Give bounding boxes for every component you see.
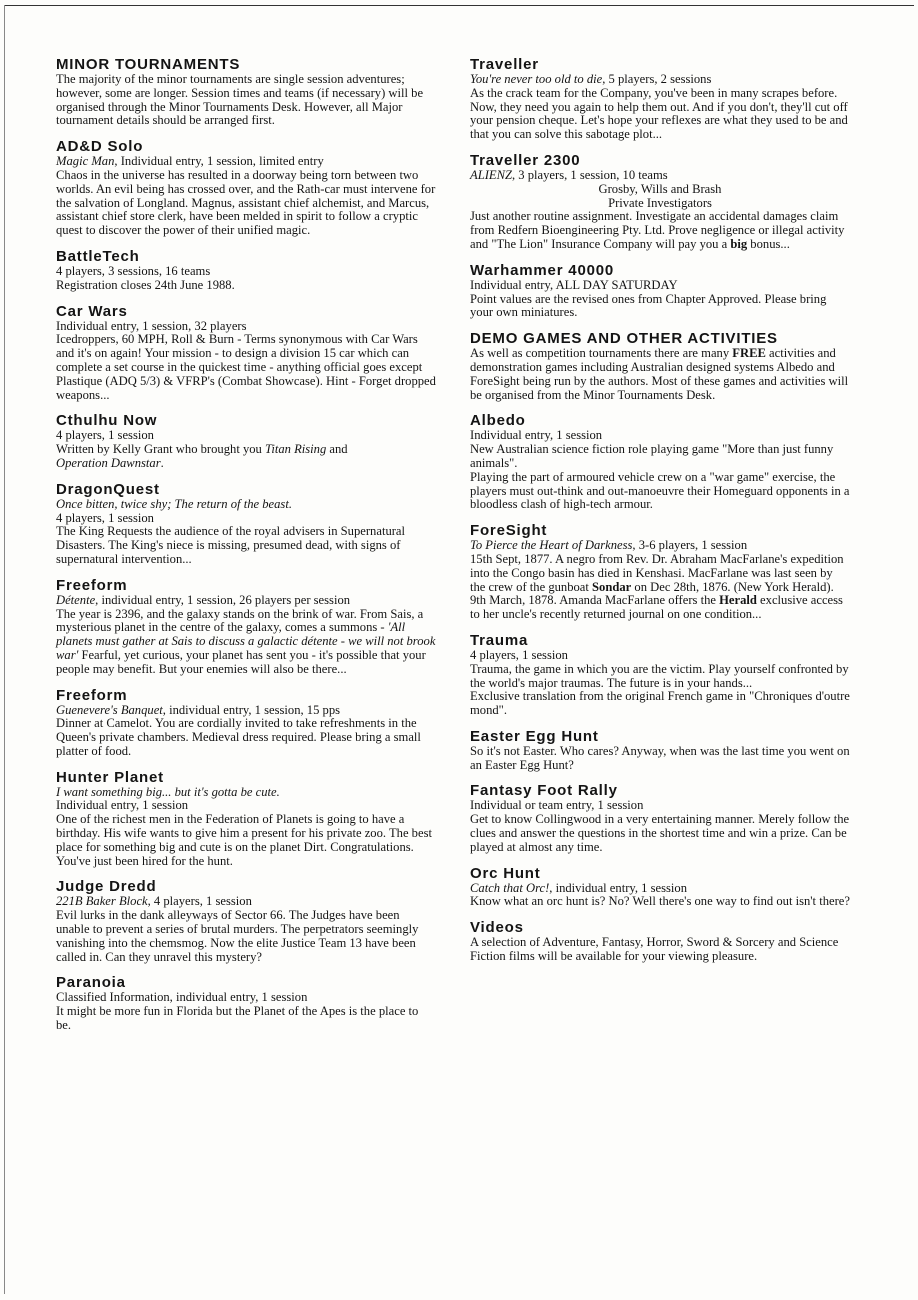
line-text: Evil lurks in the dank alleyways of Sector 66. The Judges have been unable to prevent a series of brutal murders. The perpetrators seemingly vanishing into the chemsmog. Now the elite Justice Team 13 have been called in. Can they unravel this mystery?: [56, 908, 419, 964]
section-line: [470, 649, 850, 663]
section-freeform: [56, 577, 436, 677]
section-heading: Freeform: [56, 686, 128, 704]
line-text: Individual entry, 1 session, 32 players: [56, 318, 247, 333]
line-text: .: [160, 455, 164, 470]
left-column: [56, 56, 436, 1043]
section-heading: Videos: [470, 919, 524, 937]
section-heading: Fantasy Foot Rally: [470, 782, 618, 800]
right-column: [470, 56, 850, 974]
section-line: [56, 443, 436, 457]
section-trauma: [470, 632, 850, 718]
line-text: 4 players, 1 session: [56, 510, 154, 525]
line-text: One of the richest men in the Federation of Planets is going to have a birthday. His wife wants to give him a present for his private zoo. The best place for something big and cute is on the planet Dirt. Congratulations. You've just been hired for the hunt.: [56, 812, 432, 868]
line-text: , 5 players, 2 sessions: [602, 72, 712, 86]
section-warhammer-40000: [470, 262, 850, 320]
line-text: Trauma, the game in which you are the victim. Play yourself confronted by the world's major traumas. The future is in your hands...: [470, 661, 849, 690]
section-line: [470, 936, 850, 964]
section-line: [470, 197, 850, 211]
section-heading: Traveller: [470, 56, 539, 73]
section-line: [56, 525, 436, 566]
line-text: and: [326, 442, 348, 457]
section-line: [470, 539, 850, 553]
section-line: [56, 73, 436, 128]
section-line: [470, 895, 850, 909]
section-line: [470, 429, 850, 443]
line-text: Individual entry, 1 session: [56, 798, 189, 813]
section-hunter-planet: [56, 769, 436, 869]
italic-title: Détente: [56, 592, 96, 607]
line-text: on Dec 28th, 1876. (New York Herald).: [631, 579, 834, 594]
line-text: , individual entry, 1 session: [549, 880, 687, 895]
section-heading: Orc Hunt: [470, 864, 541, 882]
line-text: The year is 2396, and the galaxy stands on the brink of war. From Sais, a mysterious planet in the centre of the galaxy, comes a summons -: [56, 606, 424, 635]
section-heading: DragonQuest: [56, 480, 160, 498]
section-line: [56, 799, 436, 813]
line-text: Icedroppers, 60 MPH, Roll & Burn - Terms synonymous with Car Wars and it's on again! Your mission - to design a division 15 car which can complete a set course in the quickest time - anything official goes except Plastique (ADQ 5/3) & VFRP's (Combat Showcase). Hint - Forget dropped weapons...: [56, 332, 436, 402]
line-text: Grosby, Wills and Brash: [598, 181, 722, 196]
section-heading: Warhammer 40000: [470, 261, 615, 279]
line-text: Playing the part of armoured vehicle crew on a "war game" exercise, the players must out-think and out-manoeuvre their Homeguard opponents in a bloodless clash of high-tech armour.: [470, 469, 850, 512]
section-heading: Traveller 2300: [470, 151, 581, 169]
section-heading: Freeform: [56, 576, 128, 594]
section-line: [470, 210, 850, 251]
section-line: [470, 813, 850, 854]
section-cthulhu-now: [56, 412, 436, 470]
line-text: A selection of Adventure, Fantasy, Horror, Sword & Sorcery and Science Fiction films will be available for your viewing pleasure.: [470, 935, 839, 964]
bold-text: Sondar: [592, 579, 632, 594]
line-text: bonus...: [747, 236, 790, 251]
section-line: [56, 320, 436, 334]
bold-text: big: [730, 236, 748, 251]
italic-text: Titan Rising: [265, 442, 327, 457]
section-heading: Easter Egg Hunt: [470, 727, 599, 745]
section-line: [470, 553, 850, 594]
section-traveller-2300: [470, 152, 850, 252]
section-line: [470, 690, 850, 718]
line-text: Know what an orc hunt is? No? Well there's one way to find out isn't there?: [470, 894, 850, 909]
section-traveller: [470, 56, 850, 142]
line-text: Dinner at Camelot. You are cordially invited to take refreshments in the Queen's private chambers. Medieval dress required. Please bring a small platter of food.: [56, 716, 421, 758]
line-text: 4 players, 3 sessions, 16 teams: [56, 263, 211, 278]
line-text: exclusive access to her uncle's recently returned journal on one condition...: [470, 593, 843, 622]
line-text: Individual entry, 1 session: [470, 428, 603, 443]
line-text: , individual entry, 1 session, 26 players per session: [95, 592, 351, 607]
section-foresight: [470, 522, 850, 622]
line-text: Classified Information, individual entry, 1 session: [56, 990, 308, 1005]
italic-title: Once bitten, twice shy; The return of the beast.: [56, 496, 292, 511]
line-text: Individual or team entry, 1 session: [470, 798, 644, 813]
italic-title: Magic Man: [56, 154, 115, 169]
italic-title: Catch that Orc!: [470, 880, 550, 895]
section-heading: Hunter Planet: [56, 768, 164, 786]
section-albedo: [470, 412, 850, 512]
section-line: [470, 169, 850, 183]
section-line: [56, 512, 436, 526]
line-text: 4 players, 1 session: [470, 647, 568, 662]
line-text: The majority of the minor tournaments are single session adventures; however, some are longer. Session times and teams (if necessary) will be organised through the Minor Tournaments Desk. However, all Major tournament details should be arranged first.: [56, 72, 424, 128]
section-line: [56, 594, 436, 608]
section-line: [470, 87, 850, 142]
line-text: 15th Sept, 1877. A negro from Rev. Dr. Abraham MacFarlane's expedition into the Congo basin has died in Kenshasi. MacFarlane was last seen by the crew of the gunboat: [470, 551, 844, 594]
section-heading: Car Wars: [56, 302, 128, 320]
section-line: [470, 183, 850, 197]
section-line: [470, 882, 850, 896]
section-heading: MINOR TOURNAMENTS: [56, 56, 241, 73]
section-ad-d-solo: [56, 138, 436, 238]
page-border-top: [4, 5, 914, 6]
section-heading: Cthulhu Now: [56, 412, 158, 430]
section-easter-egg-hunt: [470, 728, 850, 773]
section-car-wars: [56, 303, 436, 403]
line-text: , 4 players, 1 session: [147, 894, 252, 909]
section-battletech: [56, 248, 436, 293]
section-heading: AD&D Solo: [56, 138, 144, 156]
section-line: [56, 333, 436, 402]
section-minor-tournaments: [56, 56, 436, 128]
section-heading: DEMO GAMES AND OTHER ACTIVITIES: [470, 330, 778, 348]
section-fantasy-foot-rally: [470, 782, 850, 854]
line-text: , 3 players, 1 session, 10 teams: [512, 167, 668, 182]
section-freeform: [56, 687, 436, 759]
section-line: [470, 443, 850, 471]
section-demo-games-and-other-activities: [470, 330, 850, 402]
section-dragonquest: [56, 481, 436, 567]
section-line: [56, 265, 436, 279]
italic-title: You're never too old to die: [470, 72, 603, 86]
section-videos: [470, 919, 850, 964]
line-text: As well as competition tournaments there are many: [470, 346, 733, 361]
bold-text: FREE: [732, 346, 766, 361]
section-line: [56, 786, 436, 800]
bold-text: Herald: [719, 593, 757, 608]
section-line: [56, 457, 436, 471]
line-text: 9th March, 1878. Amanda MacFarlane offers the: [470, 593, 720, 608]
page-border-left: [4, 5, 5, 1294]
line-text: Registration closes 24th June 1988.: [56, 277, 235, 292]
section-line: [56, 498, 436, 512]
section-line: [56, 813, 436, 868]
line-text: , 3-6 players, 1 session: [632, 538, 748, 553]
section-paranoia: [56, 974, 436, 1032]
line-text: The King Requests the audience of the royal advisers in Supernatural Disasters. The King's niece is missing, presumed dead, with signs of supernatural intervention...: [56, 524, 406, 566]
section-line: [470, 745, 850, 773]
section-line: [56, 155, 436, 169]
line-text: Get to know Collingwood in a very entertaining manner. Merely follow the clues and answer the questions in the shortest time and win a prize. Can be played at almost any time.: [470, 812, 850, 854]
section-line: [56, 608, 436, 677]
line-text: 4 players, 1 session: [56, 428, 154, 443]
section-line: [56, 909, 436, 964]
section-line: [56, 1005, 436, 1033]
italic-title: I want something big... but it's gotta be cute.: [56, 784, 280, 799]
section-heading: Judge Dredd: [56, 878, 157, 896]
line-text: , individual entry, 1 session, 15 pps: [162, 702, 341, 717]
line-text: Just another routine assignment. Investigate an accidental damages claim from Redfern Bioengineering Pty. Ltd. Prove negligence or illegal activity and "The Lion" Insurance Company will pay you a: [470, 209, 845, 251]
section-line: [56, 895, 436, 909]
section-heading: Paranoia: [56, 974, 126, 992]
line-text: Point values are the revised ones from Chapter Approved. Please bring your own miniatures.: [470, 291, 827, 320]
section-heading: ForeSight: [470, 522, 548, 540]
line-text: activities and demonstration games including Australian designed systems Albedo and ForeSight being run by the authors. Most of these games and activities will be organised from the Minor Tournaments Desk.: [470, 346, 849, 402]
section-heading: Albedo: [470, 412, 526, 430]
section-line: [56, 169, 436, 238]
line-text: Individual entry, ALL DAY SATURDAY: [470, 277, 678, 292]
section-line: [56, 279, 436, 293]
section-judge-dredd: [56, 878, 436, 964]
section-line: [470, 347, 850, 402]
line-text: So it's not Easter. Who cares? Anyway, when was the last time you went on an Easter Egg Hunt?: [470, 743, 850, 772]
section-line: [470, 73, 850, 87]
section-line: [56, 704, 436, 718]
line-text: It might be more fun in Florida but the Planet of the Apes is the place to be.: [56, 1004, 419, 1033]
line-text: Fearful, yet curious, your planet has sent you - it's possible that your people may benefit. But your enemies will also be there...: [56, 647, 426, 676]
italic-title: Operation Dawnstar: [56, 455, 161, 470]
section-line: [470, 663, 850, 691]
line-text: Private Investigators: [608, 195, 712, 210]
italic-title: Guenevere's Banquet: [56, 702, 163, 717]
line-text: , Individual entry, 1 session, limited entry: [114, 154, 324, 169]
italic-title: To Pierce the Heart of Darkness: [470, 538, 633, 553]
italic-title: ALIENZ: [470, 167, 512, 182]
section-line: [470, 799, 850, 813]
section-line: [56, 717, 436, 758]
section-line: [470, 471, 850, 512]
section-orc-hunt: [470, 865, 850, 910]
section-heading: BattleTech: [56, 247, 140, 265]
line-text: As the crack team for the Company, you've been in many scrapes before. Now, they need you again to help them out. And if you don't, they'll cut off your pension cheque. Let's hope your reflexes are what they used to be and that you can solve this sabotage plot...: [470, 85, 848, 142]
line-text: Chaos in the universe has resulted in a doorway being torn between two worlds. An evil being has crossed over, and the Rath-car must intervene for the salvation of Longland. Magnus, assistant chief alchemist, and Marcus, assistant chief store clerk, have been melded in spirit to follow a cryptic quest to discover the power of their unified magic.: [56, 167, 436, 238]
section-line: [470, 594, 850, 622]
italic-title: 221B Baker Block: [56, 894, 148, 909]
line-text: New Australian science fiction role playing game "More than just funny animals".: [470, 442, 834, 470]
section-line: [470, 279, 850, 293]
line-text: Written by Kelly Grant who brought you: [56, 442, 266, 457]
section-line: [470, 293, 850, 321]
section-line: [56, 991, 436, 1005]
italic-text: 'All planets must gather at Sais to discuss a galactic détente - we will not brook war': [56, 620, 436, 662]
section-heading: Trauma: [470, 631, 529, 649]
line-text: Exclusive translation from the original French game in "Chroniques d'outre mond".: [470, 689, 850, 718]
section-line: [56, 429, 436, 443]
